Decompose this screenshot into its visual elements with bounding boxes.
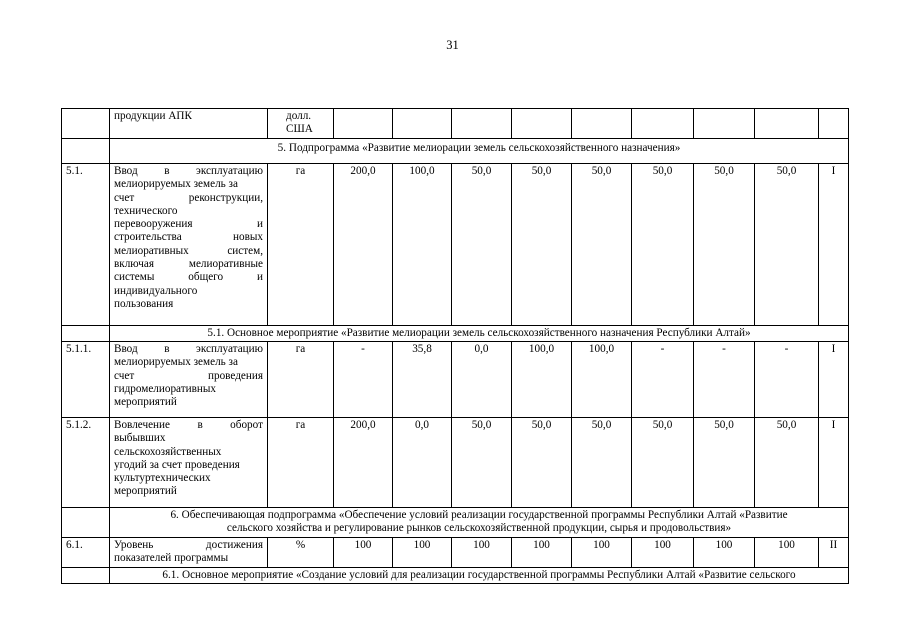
value-cell: 200,0 — [334, 418, 393, 508]
value-cell — [393, 109, 452, 139]
value-cell: 35,8 — [393, 342, 452, 418]
unit-cell — [268, 109, 334, 139]
value-cell: 50,0 — [572, 164, 632, 326]
value-cell: 50,0 — [694, 418, 755, 508]
value-cell: 0,0 — [393, 418, 452, 508]
value-cell: 200,0 — [334, 164, 393, 326]
table-row — [62, 109, 849, 139]
row-number — [62, 508, 110, 538]
page-number: 31 — [446, 38, 459, 52]
indicator-name — [110, 342, 268, 418]
unit-cell: га — [268, 342, 334, 418]
desc-line: мелиоративных систем, — [114, 244, 263, 257]
desc-line: Уровень достижения — [114, 539, 263, 551]
desc-line: угодий за счет проведения — [114, 458, 240, 471]
desc-line: индивидуального — [114, 284, 198, 297]
value-cell — [632, 109, 694, 139]
value-cell: 50,0 — [452, 164, 512, 326]
value-cell: 100 — [393, 538, 452, 568]
desc-line: гидромелиоративных — [114, 382, 216, 395]
value-cell: 100 — [334, 538, 393, 568]
desc-line: Ввод в эксплуатацию — [114, 165, 263, 177]
value-cell: 50,0 — [512, 418, 572, 508]
indicators-table — [61, 108, 849, 584]
value-cell: 50,0 — [694, 164, 755, 326]
source-cell: I — [819, 164, 849, 326]
title-line: сельского хозяйства и регулирование рынков сельскохозяйственной продукции, сырья и продовольствия» — [226, 522, 732, 535]
value-cell: 50,0 — [572, 418, 632, 508]
value-cell: 50,0 — [755, 164, 819, 326]
value-cell — [334, 109, 393, 139]
value-cell: 100 — [632, 538, 694, 568]
row-number: 5.1.2. — [62, 418, 110, 508]
desc-line: мелиорируемых земель за — [114, 356, 238, 369]
value-cell: - — [755, 342, 819, 418]
desc-line: выбывших — [114, 432, 166, 445]
value-cell: 100 — [512, 538, 572, 568]
main-activity-title: 6.1. Основное мероприятие «Создание условий для реализации государственной программы Республики Алтай «Развитие сельского — [110, 568, 849, 584]
source-cell — [819, 109, 849, 139]
value-cell: 100 — [755, 538, 819, 568]
value-cell: 100 — [694, 538, 755, 568]
value-cell: 100,0 — [393, 164, 452, 326]
section-header-row — [62, 326, 849, 342]
indicator-name — [110, 164, 268, 326]
desc-line: технического — [114, 204, 178, 217]
unit-line: долл. — [286, 110, 312, 122]
desc-line: пользования — [114, 297, 174, 310]
table-row — [62, 538, 849, 568]
subprogram-title: 5. Подпрограмма «Развитие мелиорации земель сельскохозяйственного назначения» — [110, 139, 849, 164]
desc-line: мероприятий — [114, 396, 177, 409]
desc-line: системы общего и — [114, 271, 263, 284]
value-cell: 100,0 — [512, 342, 572, 418]
desc-line: Ввод в эксплуатацию — [114, 343, 263, 355]
value-cell: 50,0 — [512, 164, 572, 326]
value-cell: - — [632, 342, 694, 418]
source-cell: I — [819, 418, 849, 508]
source-cell: I — [819, 342, 849, 418]
desc-line: счет проведения — [114, 369, 263, 382]
desc-line: включая мелиоративные — [114, 258, 263, 271]
desc-line: Вовлечение в оборот — [114, 419, 263, 431]
desc-line: счет реконструкции, — [114, 191, 263, 204]
value-cell: 0,0 — [452, 342, 512, 418]
desc-line: мелиорируемых земель за — [114, 178, 238, 191]
row-number — [62, 139, 110, 164]
title-line: 6. Обеспечивающая подпрограмма «Обеспечение условий реализации государственной программы Республики Алтай «Развитие — [170, 509, 788, 521]
source-cell: II — [819, 538, 849, 568]
indicator-name: продукции АПК — [110, 109, 268, 139]
indicator-name — [110, 418, 268, 508]
value-cell: - — [694, 342, 755, 418]
unit-cell: га — [268, 418, 334, 508]
value-cell: 50,0 — [755, 418, 819, 508]
value-cell: 50,0 — [452, 418, 512, 508]
section-header-row — [62, 139, 849, 164]
value-cell — [694, 109, 755, 139]
value-cell — [512, 109, 572, 139]
value-cell: 50,0 — [632, 164, 694, 326]
value-cell: 50,0 — [632, 418, 694, 508]
section-header-row — [62, 568, 849, 584]
desc-line: сельскохозяйственных — [114, 445, 222, 458]
table-row — [62, 418, 849, 508]
unit-cell: % — [268, 538, 334, 568]
section-header-row — [62, 508, 849, 538]
row-number — [62, 326, 110, 342]
subprogram-title — [110, 508, 849, 538]
desc-line: культуртехнических — [114, 472, 211, 485]
value-cell: 100 — [452, 538, 512, 568]
value-cell — [755, 109, 819, 139]
main-activity-title: 5.1. Основное мероприятие «Развитие мелиорации земель сельскохозяйственного назначения Республики Алтай» — [110, 326, 849, 342]
desc-line: перевооружения и — [114, 218, 263, 231]
unit-line: США — [286, 123, 313, 136]
row-number — [62, 568, 110, 584]
row-number: 5.1. — [62, 164, 110, 326]
value-cell: - — [334, 342, 393, 418]
desc-line: мероприятий — [114, 485, 177, 498]
value-cell — [572, 109, 632, 139]
unit-cell: га — [268, 164, 334, 326]
desc-line: строительства новых — [114, 231, 263, 244]
row-number: 5.1.1. — [62, 342, 110, 418]
value-cell: 100,0 — [572, 342, 632, 418]
indicator-name — [110, 538, 268, 568]
row-number: 6.1. — [62, 538, 110, 568]
desc-line: показателей программы — [114, 552, 229, 565]
row-number — [62, 109, 110, 139]
table-row — [62, 164, 849, 326]
value-cell — [452, 109, 512, 139]
value-cell: 100 — [572, 538, 632, 568]
table-row — [62, 342, 849, 418]
